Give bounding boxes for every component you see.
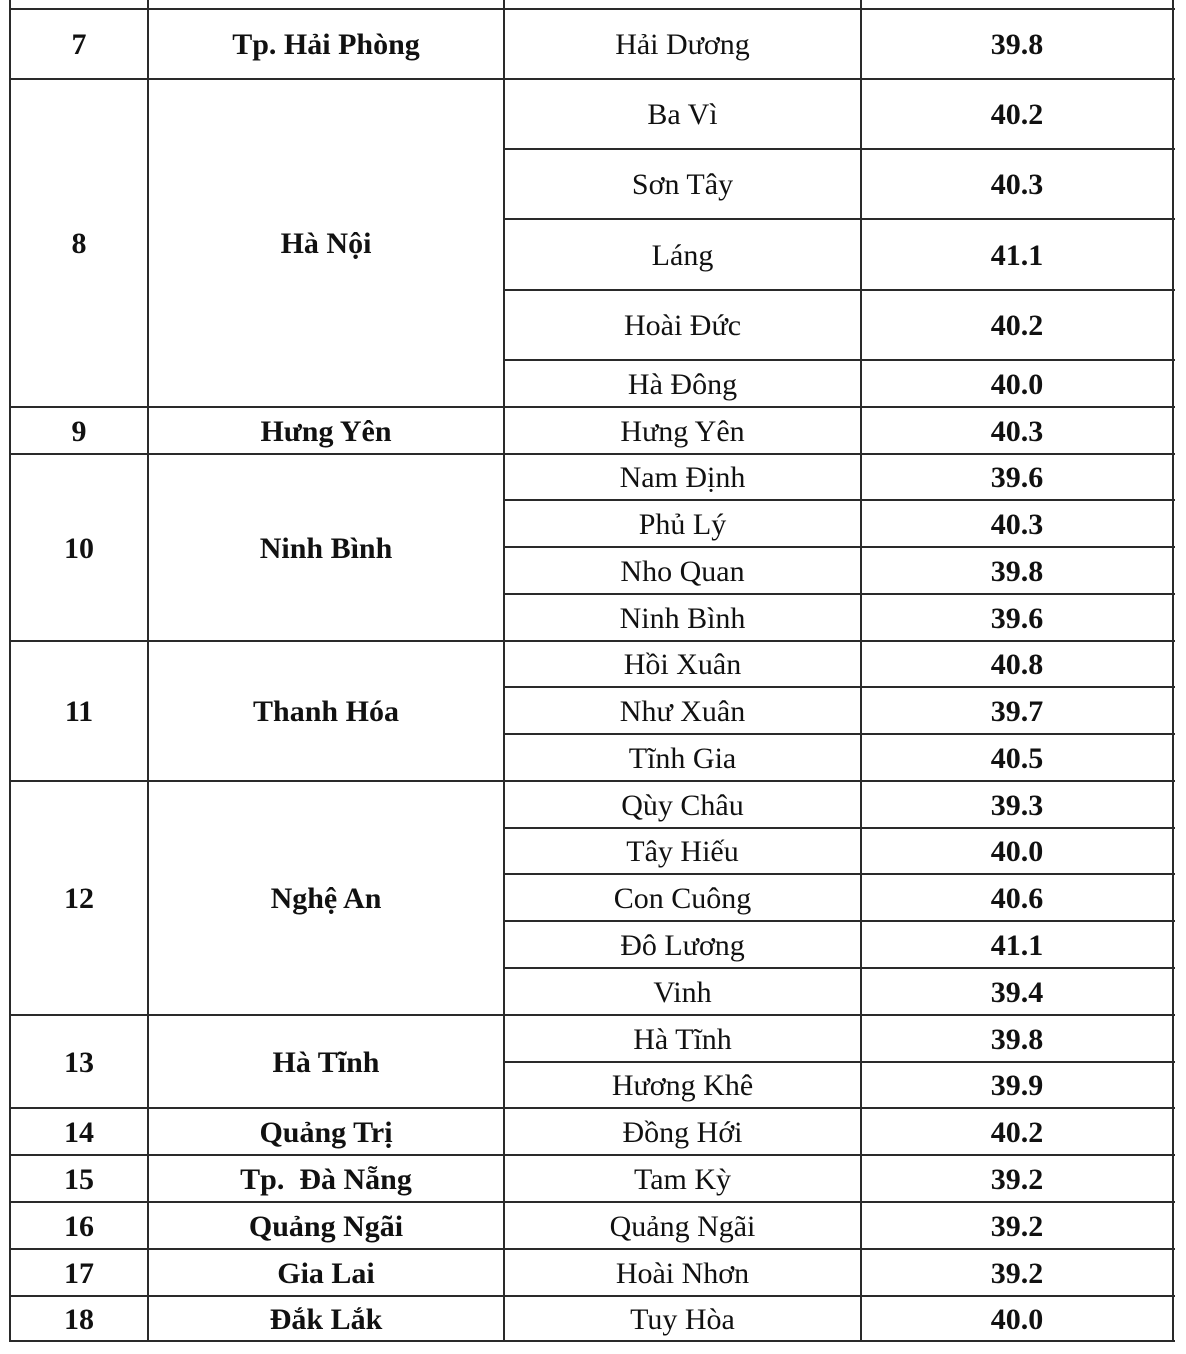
row-divider: [10, 1014, 1175, 1016]
row-divider: [504, 873, 1175, 875]
station-name: Nho Quan: [620, 554, 745, 588]
max-temperature: 39.2: [990, 1162, 1044, 1196]
max-temperature: 39.8: [990, 1022, 1044, 1056]
column-divider: [1172, 9, 1174, 1342]
max-temperature: 40.0: [990, 1302, 1044, 1336]
column-divider: [503, 9, 505, 1342]
station-name: Hoài Nhơn: [615, 1256, 750, 1290]
row-number: 8: [71, 227, 87, 260]
row-number: 12: [64, 882, 94, 915]
station-name: Hà Đông: [627, 367, 738, 401]
station-name: Phủ Lý: [638, 507, 727, 541]
row-divider: [504, 733, 1175, 735]
row-divider: [10, 1340, 1175, 1342]
province-name: Hà Nội: [280, 227, 372, 260]
row-divider: [504, 359, 1175, 361]
max-temperature: 39.3: [990, 788, 1044, 822]
column-divider: [147, 9, 149, 1342]
row-divider: [10, 780, 1175, 782]
province-name: Đắk Lắk: [269, 1302, 383, 1336]
station-name: Sơn Tây: [631, 168, 734, 201]
row-divider: [10, 78, 1175, 80]
max-temperature: 40.3: [990, 507, 1044, 541]
row-divider: [10, 406, 1175, 408]
station-name: Ninh Bình: [619, 601, 746, 635]
max-temperature: 40.3: [990, 168, 1044, 201]
station-name: Tây Hiếu: [626, 835, 739, 868]
row-number: 7: [71, 28, 87, 61]
station-name: Như Xuân: [619, 694, 746, 728]
row-divider: [504, 686, 1175, 688]
row-number: 10: [64, 531, 94, 565]
max-temperature: 40.3: [990, 414, 1044, 448]
station-name: Tam Kỳ: [633, 1162, 732, 1196]
station-name: Quảng Ngãi: [609, 1209, 756, 1243]
row-divider: [504, 967, 1175, 969]
max-temperature: 39.8: [990, 554, 1044, 588]
station-name: Hương Khê: [611, 1069, 754, 1102]
province-name: Hưng Yên: [260, 414, 392, 448]
row-divider: [10, 1248, 1175, 1250]
station-name: Hoài Đức: [623, 309, 742, 342]
row-divider: [10, 453, 1175, 455]
station-name: Ba Vì: [647, 98, 718, 131]
station-name: Con Cuông: [613, 881, 752, 915]
province-name: Tp. Hải Phòng: [232, 28, 420, 61]
max-temperature: 39.2: [990, 1256, 1044, 1290]
station-name: Đô Lương: [620, 928, 745, 962]
row-number: 14: [64, 1115, 94, 1149]
row-divider: [504, 546, 1175, 548]
max-temperature: 39.7: [990, 694, 1044, 728]
max-temperature: 41.1: [990, 928, 1044, 962]
max-temperature: 40.0: [990, 835, 1044, 868]
row-divider: [10, 1295, 1175, 1297]
max-temperature: 40.0: [990, 367, 1044, 401]
station-name: Vinh: [653, 975, 712, 1009]
max-temperature: 40.8: [990, 648, 1044, 681]
station-name: Qùy Châu: [621, 788, 744, 822]
max-temperature: 39.6: [990, 601, 1044, 635]
province-name: Tp. Đà Nẵng: [240, 1162, 412, 1196]
row-number: 11: [64, 695, 94, 728]
station-name: Hưng Yên: [620, 414, 745, 448]
max-temperature: 40.5: [990, 741, 1044, 775]
province-name: Quảng Trị: [259, 1115, 393, 1149]
row-divider: [504, 1061, 1175, 1063]
row-divider: [504, 593, 1175, 595]
station-name: Hải Dương: [615, 28, 750, 61]
station-name: Hồi Xuân: [623, 648, 742, 681]
row-number: 9: [71, 414, 87, 448]
province-name: Quảng Ngãi: [248, 1209, 404, 1243]
station-name: Tuy Hòa: [630, 1302, 735, 1336]
row-number: 16: [64, 1209, 94, 1243]
max-temperature: 40.2: [990, 309, 1044, 342]
row-divider: [10, 1154, 1175, 1156]
row-number: 18: [64, 1302, 94, 1336]
max-temperature: 40.6: [990, 881, 1044, 915]
row-divider: [10, 8, 1175, 10]
station-name: Nam Định: [619, 461, 746, 494]
row-divider: [504, 218, 1175, 220]
row-divider: [504, 148, 1175, 150]
row-number: 15: [64, 1162, 94, 1196]
row-number: 13: [64, 1045, 94, 1079]
column-divider: [9, 9, 11, 1342]
max-temperature: 40.2: [990, 1115, 1044, 1149]
max-temperature: 39.2: [990, 1209, 1044, 1243]
row-divider: [504, 827, 1175, 829]
max-temperature: 40.2: [990, 98, 1044, 131]
station-name: Tĩnh Gia: [628, 741, 737, 775]
row-number: 17: [64, 1256, 94, 1290]
row-divider: [10, 1201, 1175, 1203]
max-temperature: 39.8: [990, 28, 1044, 61]
column-divider: [860, 9, 862, 1342]
province-name: Ninh Bình: [259, 531, 393, 565]
station-name: Láng: [651, 238, 714, 272]
row-divider: [504, 920, 1175, 922]
province-name: Thanh Hóa: [253, 695, 399, 728]
max-temperature: 39.9: [990, 1069, 1044, 1102]
station-name: Đồng Hới: [622, 1115, 743, 1149]
province-name: Hà Tĩnh: [272, 1045, 380, 1079]
max-temperature: 41.1: [990, 238, 1044, 272]
row-divider: [504, 289, 1175, 291]
row-divider: [10, 1107, 1175, 1109]
max-temperature: 39.4: [990, 975, 1044, 1009]
province-name: Gia Lai: [277, 1256, 375, 1290]
row-divider: [10, 640, 1175, 642]
row-divider: [504, 499, 1175, 501]
max-temperature: 39.6: [990, 461, 1044, 494]
station-name: Hà Tĩnh: [633, 1022, 732, 1056]
province-name: Nghệ An: [270, 882, 382, 915]
